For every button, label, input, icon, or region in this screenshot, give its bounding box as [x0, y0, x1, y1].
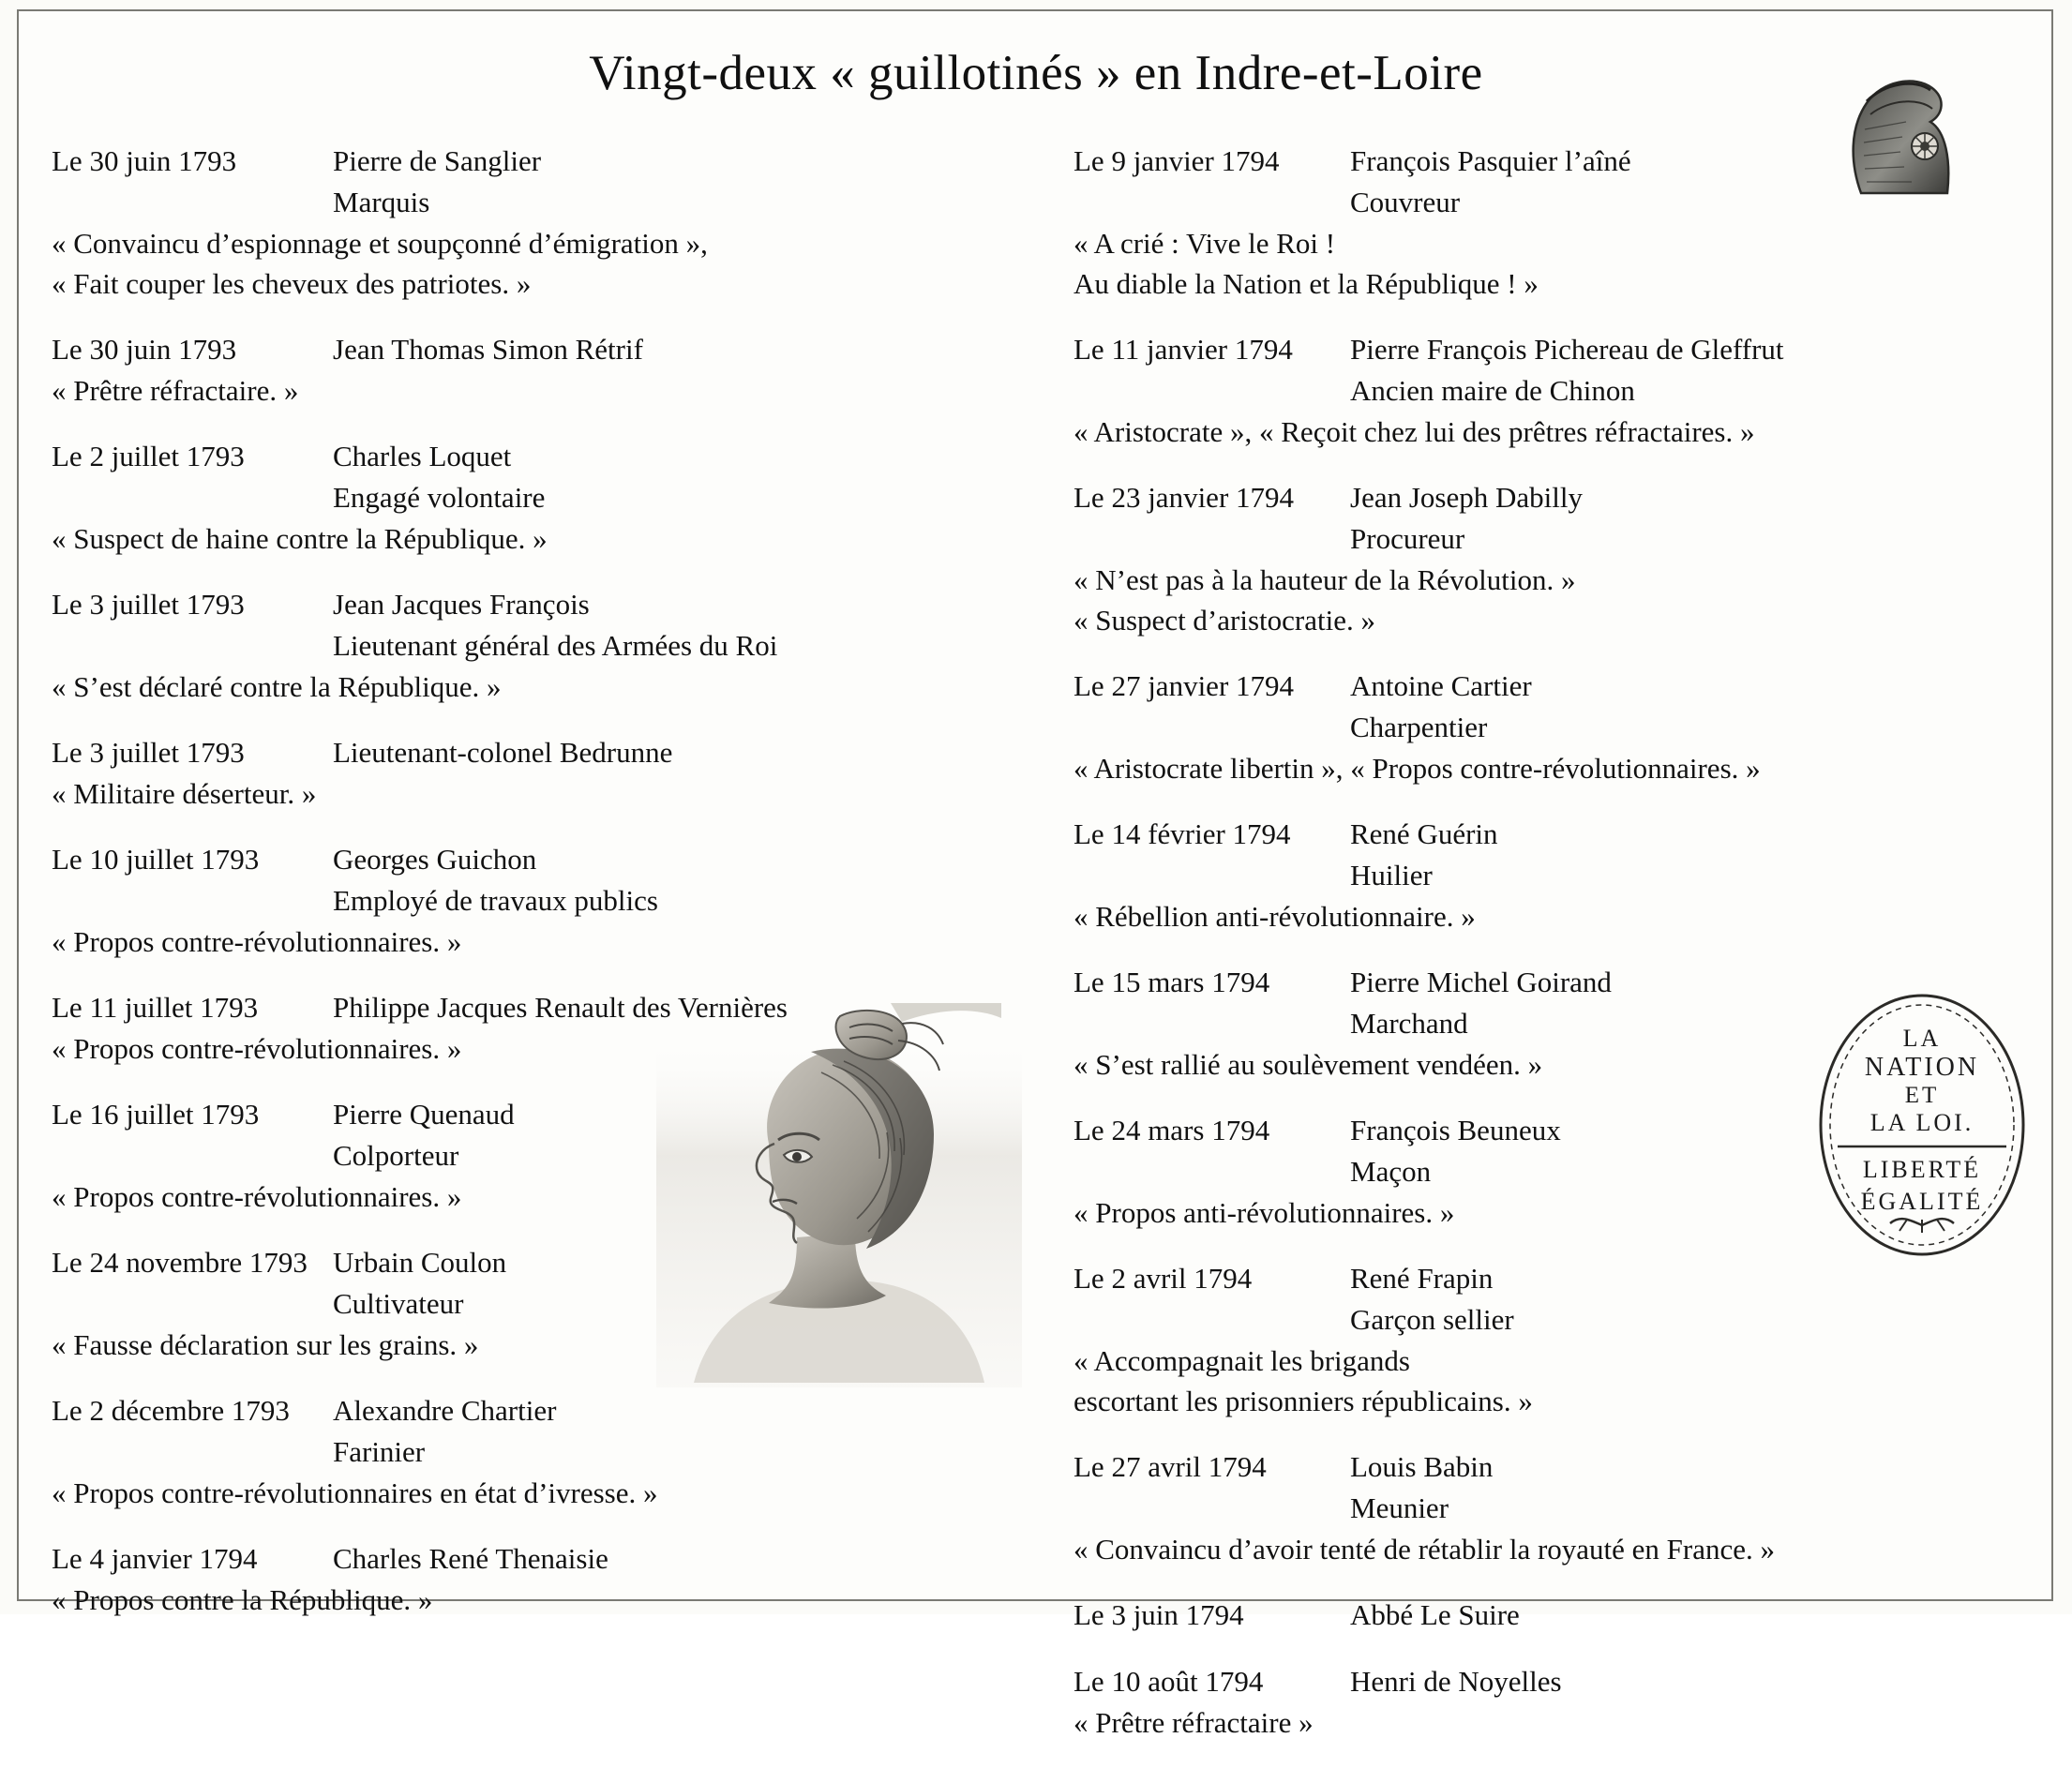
entry-identity — [333, 839, 658, 921]
entry-role: Charpentier — [1350, 711, 1488, 743]
entry-name: Abbé Le Suire — [1350, 1598, 1520, 1631]
entry-identity — [333, 1242, 506, 1325]
entry-date: Le 11 juillet 1793 — [52, 991, 259, 1024]
entry-quote: « Propos anti-révolutionnaires. » — [1074, 1196, 1455, 1229]
left-column — [52, 141, 1059, 1645]
entry-name: Alexandre Chartier — [333, 1394, 557, 1427]
entry-quote: « Prêtre réfractaire » — [1074, 1706, 1314, 1739]
entry-quote: « Aristocrate libertin », « Propos contre-révolutionnaires. » — [1074, 752, 1761, 785]
entry-quote: « Fausse déclaration sur les grains. » — [52, 1328, 479, 1361]
entry-quote: « Convaincu d’espionnage et soupçonné d’émigration », — [52, 227, 708, 260]
entry-name: François Beuneux — [1350, 1114, 1561, 1146]
entry-role: Couvreur — [1350, 186, 1461, 218]
list-item — [1074, 1661, 2030, 1743]
entry-identity — [1350, 1661, 1562, 1702]
entry-date: Le 10 juillet 1793 — [52, 843, 260, 876]
list-item — [52, 436, 1059, 559]
entry-identity — [1350, 1110, 1561, 1192]
entry-name: Jean Thomas Simon Rétrif — [333, 333, 643, 366]
entry-quote: « S’est rallié au soulèvement vendéen. » — [1074, 1048, 1543, 1081]
list-item — [52, 584, 1059, 707]
entry-head — [52, 436, 1059, 518]
entry-identity — [333, 1094, 515, 1176]
entry-date: Le 3 juin 1794 — [1074, 1598, 1244, 1631]
entry-identity — [1350, 1258, 1514, 1341]
entry-head — [1074, 329, 2030, 412]
entry-date: Le 4 janvier 1794 — [52, 1542, 258, 1575]
entry-identity — [1350, 814, 1498, 896]
entry-identity — [333, 141, 541, 223]
entry-identity — [333, 329, 643, 370]
entry-name: Lieutenant-colonel Bedrunne — [333, 736, 673, 769]
entry-quote: « S’est déclaré contre la République. » — [52, 670, 502, 703]
entry-identity — [1350, 141, 1631, 223]
entry-date: Le 24 mars 1794 — [1074, 1114, 1270, 1146]
list-item — [52, 839, 1059, 962]
entry-quote: « A crié : Vive le Roi ! — [1074, 227, 1336, 260]
seal-line: LIBERTÉ — [1862, 1156, 1982, 1183]
entry-date: Le 27 janvier 1794 — [1074, 669, 1295, 702]
phrygian-cap-icon — [1833, 73, 1964, 200]
entry-name: Jean Joseph Dabilly — [1350, 481, 1583, 514]
entry-name: René Frapin — [1350, 1262, 1494, 1295]
entry-identity — [333, 436, 545, 518]
entry-head — [52, 141, 1059, 223]
entry-date: Le 27 avril 1794 — [1074, 1450, 1267, 1483]
entry-role: Engagé volontaire — [333, 481, 546, 514]
list-item — [52, 1390, 1059, 1513]
entry-quote: « Propos contre la République. » — [52, 1583, 433, 1616]
entry-quote: « Convaincu d’avoir tenté de rétablir la royauté en France. » — [1074, 1533, 1776, 1566]
entry-role: Maçon — [1350, 1155, 1432, 1188]
entry-quote: « Propos contre-révolutionnaires en état d’ivresse. » — [52, 1476, 658, 1509]
entry-date: Le 24 novembre 1793 — [52, 1246, 308, 1279]
list-item — [1074, 1595, 2030, 1636]
entry-date: Le 16 juillet 1793 — [52, 1098, 260, 1131]
entry-date: Le 2 décembre 1793 — [52, 1394, 290, 1427]
list-item — [1074, 666, 2030, 788]
list-item — [52, 141, 1059, 304]
entry-head — [1074, 1661, 2030, 1702]
entry-role: Cultivateur — [333, 1287, 464, 1320]
list-item — [1074, 477, 2030, 640]
entry-date: Le 2 juillet 1793 — [52, 440, 245, 472]
entry-name: Pierre Michel Goirand — [1350, 966, 1612, 998]
national-seal-illustration — [1809, 989, 2034, 1261]
seal-line: ET — [1904, 1083, 1940, 1108]
entry-name: Philippe Jacques Renault des Vernières — [333, 991, 788, 1024]
entry-identity — [1350, 1595, 1520, 1636]
entry-name: François Pasquier l’aîné — [1350, 144, 1631, 177]
entry-date: Le 15 mars 1794 — [1074, 966, 1270, 998]
entry-identity — [1350, 666, 1532, 748]
list-item — [52, 732, 1059, 814]
entry-role: Meunier — [1350, 1491, 1449, 1524]
entry-quote: « Suspect de haine contre la République. » — [52, 522, 548, 555]
entry-identity — [333, 1538, 608, 1580]
list-item — [1074, 1446, 2030, 1569]
entry-head — [1074, 666, 2030, 748]
entry-date: Le 9 janvier 1794 — [1074, 144, 1280, 177]
entry-role: Employé de travaux publics — [333, 884, 658, 917]
entry-quote: « Propos contre-révolutionnaires. » — [52, 1032, 462, 1065]
entry-date: Le 30 juin 1793 — [52, 144, 237, 177]
entry-quote: « Fait couper les cheveux des patriotes. » — [52, 267, 532, 300]
entry-name: René Guérin — [1350, 817, 1498, 850]
entry-name: Georges Guichon — [333, 843, 537, 876]
entry-quote: « Prêtre réfractaire. » — [52, 374, 299, 407]
entry-name: Pierre François Pichereau de Gleffrut — [1350, 333, 1784, 366]
entry-date: Le 14 février 1794 — [1074, 817, 1291, 850]
entry-date: Le 3 juillet 1793 — [52, 588, 245, 621]
seal-line: NATION — [1864, 1053, 1980, 1082]
entry-role: Garçon sellier — [1350, 1303, 1514, 1336]
entry-quote: « Suspect d’aristocratie. » — [1074, 604, 1375, 637]
entry-head — [1074, 1258, 2030, 1341]
entry-role: Procureur — [1350, 522, 1465, 555]
entry-name: Henri de Noyelles — [1350, 1665, 1562, 1698]
list-item — [1074, 329, 2030, 452]
entry-quote: « Militaire déserteur. » — [52, 777, 317, 810]
entry-role: Marquis — [333, 186, 430, 218]
entry-date: Le 11 janvier 1794 — [1074, 333, 1293, 366]
entry-head — [52, 839, 1059, 921]
entry-head — [52, 584, 1059, 667]
seal-line: ÉGALITÉ — [1860, 1188, 1984, 1215]
entry-role: Huilier — [1350, 859, 1433, 891]
entry-quote: « Rébellion anti-révolutionnaire. » — [1074, 900, 1476, 933]
entry-date: Le 2 avril 1794 — [1074, 1262, 1253, 1295]
entry-name: Urbain Coulon — [333, 1246, 507, 1279]
entry-identity — [1350, 1446, 1493, 1529]
entry-name: Pierre Quenaud — [333, 1098, 515, 1131]
entry-name: Jean Jacques François — [333, 588, 590, 621]
entry-quote: « Accompagnait les brigands — [1074, 1344, 1410, 1377]
entry-identity — [1350, 477, 1583, 560]
revolutionary-bust-illustration — [656, 1003, 1022, 1387]
entry-identity — [333, 1390, 556, 1473]
entry-quote: Au diable la Nation et la République ! » — [1074, 267, 1539, 300]
entry-date: Le 30 juin 1793 — [52, 333, 237, 366]
entry-head — [52, 1538, 1059, 1580]
entry-identity — [1350, 329, 1784, 412]
entry-quote: « Propos contre-révolutionnaires. » — [52, 1180, 462, 1213]
entry-quote: « N’est pas à la hauteur de la Révolution. » — [1074, 563, 1576, 596]
entry-head — [1074, 477, 2030, 560]
list-item — [1074, 814, 2030, 936]
entry-name: Charles Loquet — [333, 440, 512, 472]
entry-head — [52, 1390, 1059, 1473]
list-item — [1074, 1258, 2030, 1421]
entry-name: Louis Babin — [1350, 1450, 1494, 1483]
seal-line: LA — [1902, 1025, 1942, 1052]
entry-quote: « Propos contre-révolutionnaires. » — [52, 925, 462, 958]
entry-head — [1074, 1446, 2030, 1529]
list-item — [52, 329, 1059, 411]
entry-role: Marchand — [1350, 1007, 1468, 1040]
entry-head — [52, 329, 1059, 370]
list-item — [52, 1538, 1059, 1620]
entry-identity — [333, 584, 777, 667]
entry-head — [1074, 814, 2030, 896]
entry-role: Colporteur — [333, 1139, 459, 1172]
entry-head — [52, 732, 1059, 773]
entry-name: Charles René Thenaisie — [333, 1542, 608, 1575]
entry-name: Antoine Cartier — [1350, 669, 1532, 702]
entry-role: Lieutenant général des Armées du Roi — [333, 629, 778, 662]
right-column — [1074, 141, 2030, 1768]
entry-date: Le 3 juillet 1793 — [52, 736, 245, 769]
entry-date: Le 10 août 1794 — [1074, 1665, 1264, 1698]
entry-identity — [1350, 962, 1612, 1044]
page-title: Vingt-deux « guillotinés » en Indre-et-Loire — [589, 46, 1483, 100]
entry-identity — [333, 732, 672, 773]
entry-name: Pierre de Sanglier — [333, 144, 542, 177]
seal-line: LA LOI. — [1869, 1109, 1974, 1136]
entry-quote: escortant les prisonniers républicains. » — [1074, 1385, 1533, 1417]
entry-role: Farinier — [333, 1435, 426, 1468]
entry-date: Le 23 janvier 1794 — [1074, 481, 1295, 514]
entry-role: Ancien maire de Chinon — [1350, 374, 1635, 407]
entry-quote: « Aristocrate », « Reçoit chez lui des prêtres réfractaires. » — [1074, 415, 1755, 448]
entry-head — [1074, 1595, 2030, 1636]
